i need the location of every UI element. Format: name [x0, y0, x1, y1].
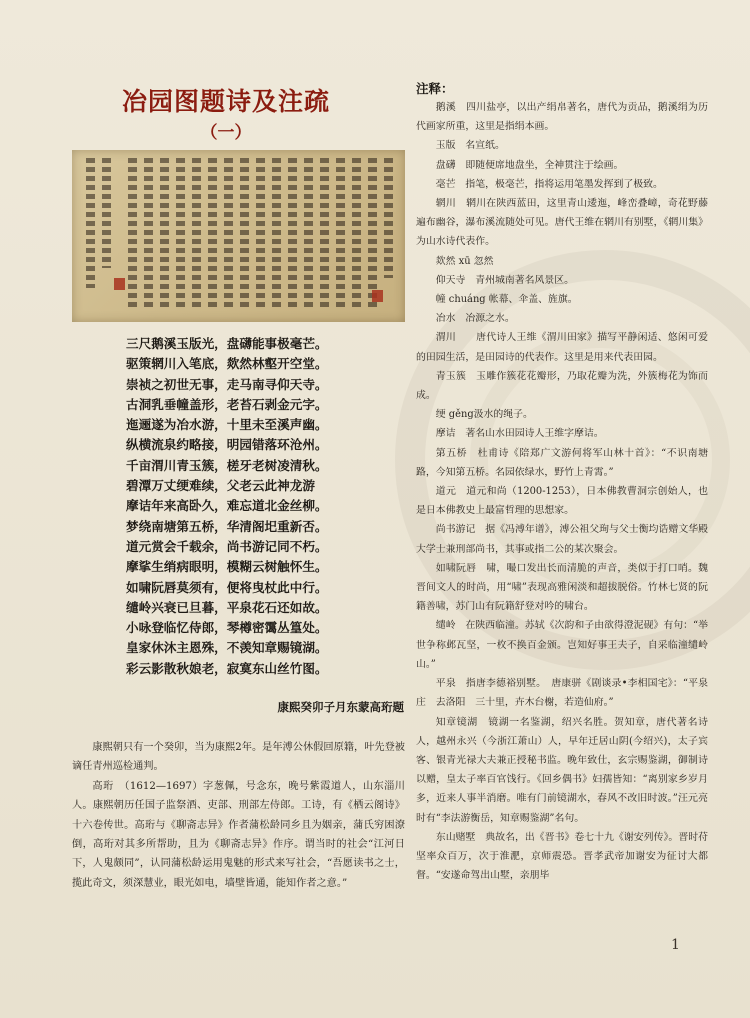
calligraphy-column: [160, 158, 169, 308]
calligraphy-column: [86, 158, 95, 288]
calligraphy-column: [102, 158, 111, 268]
note-item: 缱岭 在陕西临潼。苏轼《次韵和子由欲得澄泥砚》有句：“举世争称邺瓦坚，一枚不换百金颁。岂知好事王夫子，自采临潼缱岭山。”: [416, 620, 708, 670]
calligraphy-image: [72, 150, 405, 322]
note-item: 辋川 辋川在陕西蓝田，这里青山逶迤，峰峦叠嶂，奇花野藤遍布幽谷，瀑布溪流随处可见。唐代王维在辋川有别墅，《辋川集》为山水诗代表作。: [416, 198, 708, 248]
notes-list: [416, 98, 708, 885]
calligraphy-column: [240, 158, 249, 308]
note-item: 摩诘 著名山水田园诗人王维字摩诘。: [435, 428, 604, 440]
poem-line: 驱策辋川入笔底，欻然林壑开空堂。: [126, 356, 328, 372]
body-paragraph: 高珩 （1612—1697）字葱佩，号念东，晚号紫霞道人，山东淄川人。康熙朝历任国子监祭酒、吏部、刑部左侍郎。工诗，有《栖云阁诗》十六卷传世。高珩与《聊斋志异》作者蒲松龄同乡且为姻亲，蒲氏穷困潦倒，高珩对其多所帮助，且为《聊斋志异》作序。谓当时的社会“江河日下，人鬼颇同”，认同蒲松龄运用鬼魅的形式来写社会，“吾愿读书之士，揽此奇文，须深慧业，眼光如电，墙壁皆通，能知作者之意。”: [72, 780, 405, 889]
note-item: 冶水 冶源之水。: [435, 313, 515, 325]
calligraphy-column: [336, 158, 345, 308]
note-item: 平泉 指唐李德裕别墅。 唐康骈《剧谈录•李相国宅》：“平泉庄 去洛阳 三十里，卉木台榭，若造仙府。”: [416, 678, 708, 709]
note-item: 欻然 xū 忽然: [435, 255, 494, 267]
poem-attribution: 康熙癸卯子月东蒙高珩题: [277, 700, 404, 714]
poem-line: 三尺鹅溪玉版光，盘礴能事极毫芒。: [126, 336, 328, 351]
note-item: 道元 道元和尚（1200-1253），日本佛教曹洞宗创始人，也是日本佛教史上最富哲理的思想家。: [416, 486, 708, 517]
calligraphy-column: [176, 158, 185, 308]
calligraphy-column: [272, 158, 281, 308]
calligraphy-column: [144, 158, 153, 308]
note-item: 毫芒 指笔，极毫芒，指将运用笔墨发挥到了极致。: [435, 178, 663, 190]
calligraphy-column: [368, 158, 377, 308]
calligraphy-column: [352, 158, 361, 308]
poem-line: 碧潭万丈绠难续，父老云此神龙游: [126, 478, 315, 494]
poem-line: 皇家休沐主恩殊，不羡知章赐镜湖。: [126, 640, 328, 656]
note-item: 盘礴 即随便席地盘坐，全神贯注于绘画。: [435, 159, 624, 171]
calligraphy-column: [320, 158, 329, 308]
calligraphy-column: [256, 158, 265, 308]
poem-line: 崇祯之初世无事，走马南寻仰天寺。: [126, 376, 328, 392]
poem-line: 摩诘年来高卧久，难忘道北金丝柳。: [126, 498, 328, 514]
poem-line: 道元赏会千载余，尚书游记同不朽。: [126, 538, 328, 554]
poem-line: 古洞乳垂幢盖形，老苔石剥金元字。: [126, 396, 328, 412]
note-item: 第五桥 杜甫诗《陪郑广文游何将军山林十首》：“不识南塘路，今知第五桥。名园依绿水，野竹上青霄。”: [416, 447, 708, 478]
red-seal-mark: [372, 290, 383, 302]
note-item: 仰天寺 青州城南著名风景区。: [435, 274, 575, 286]
note-item: 知章镜湖 镜湖一名鉴湖，绍兴名胜。贺知章，唐代著名诗人，越州永兴（今浙江萧山）人，早年迁居山阴(今绍兴)，太子宾客、银青光禄大夫兼正授秘书监。晚年致仕，玄宗赐鉴湖，御制诗以赠，皇太子率百官饯行。《回乡偶书》妇孺皆知：“离别家乡岁月多，近来人事半消磨。唯有门前镜湖水，春风不改旧时波。”汪元亮时有“李法游衡岳，知章赐鉴湖”名句。: [416, 716, 708, 824]
poem-line: 缱岭兴衰已旦暮，平泉花石还如故。: [126, 599, 328, 615]
body-paragraph: 康熙朝只有一个癸卯，当为康熙2年。是年溥公休假回原籍，叶先登被谪任青州巡检通判。: [72, 742, 405, 773]
poem-line: 如啸阮唇莫须有，便将曳杖此中行。: [126, 579, 328, 595]
note-item: 玉版 名宣纸。: [435, 140, 505, 152]
note-item: 东山赌墅 典故名，出《晋书》卷七十九《谢安列传》。晋时苻坚率众百万，次于淮淝，京师震恐。晋孝武帝加谢安为征讨大都督。“安遂命驾出山墅，亲朋毕: [416, 831, 708, 882]
note-item: 如啸阮唇 啸，嘬口发出长而清脆的声音，类似于打口哨。魏晋间文人的时尚，用“啸”表现高雅闲淡和超拔脱俗。竹林七贤的阮籍善啸，苏门山有阮籍舒登对吟的啸台。: [416, 562, 708, 613]
poem-line: 彩云影散秋娘老，寂寞东山丝竹图。: [126, 660, 328, 676]
note-item: 鹅溪 四川盐亭，以出产绢帛著名，唐代为贡品，鹅溪绢为历代画家所重，这里是指绢本画。: [416, 102, 708, 133]
poem-line: 迤逦遂为冶水游，十里未至溪声幽。: [126, 417, 328, 433]
note-item: 渭川 唐代诗人王维《渭川田家》描写平静闲适、悠闲可爱的田园生活，是田园诗的代表作。这里是用来代表田园。: [416, 332, 708, 363]
note-item: 尚书游记 据《冯溥年谱》，溥公祖父珣与父士衡均诰赠文华殿大学士兼刑部尚书，其事或指二公的某次聚会。: [416, 524, 708, 555]
calligraphy-column: [288, 158, 297, 308]
note-item: 青玉簇 玉雕作簇花花瓣形，乃取花瓣为洗，外簇梅花为饰而成。: [416, 370, 708, 402]
calligraphy-column: [224, 158, 233, 308]
poem-line: 千亩渭川青玉簇，槎牙老树凌清秋。: [126, 457, 328, 473]
calligraphy-column: [128, 158, 137, 308]
calligraphy-column: [384, 158, 393, 278]
page-number: 1: [671, 937, 680, 953]
note-item: 绠 gěng汲水的绳子。: [435, 409, 533, 421]
left-body-text: [72, 738, 405, 893]
red-seal-mark: [114, 278, 125, 290]
note-item: 幢 chuáng 帐幕、伞盖、旌旗。: [435, 294, 578, 306]
poem-line: 小咏登临忆侍郎，琴樽密霭丛篁处。: [126, 620, 328, 636]
page-subtitle: （一）: [200, 123, 252, 143]
page-title: 冶园图题诗及注疏: [121, 87, 330, 116]
calligraphy-column: [304, 158, 313, 308]
notes-heading: 注释：: [416, 81, 454, 96]
poem-line: 梦绕南塘第五桥，华清阁圯重新否。: [126, 518, 328, 534]
poem-line: 纵横流泉约略接，明园错落环沧州。: [126, 437, 328, 453]
calligraphy-column: [192, 158, 201, 308]
calligraphy-column: [208, 158, 217, 308]
poem-block: [126, 334, 376, 679]
poem-line: 摩挲生绡病眼明，模糊云树触怀生。: [126, 559, 328, 575]
